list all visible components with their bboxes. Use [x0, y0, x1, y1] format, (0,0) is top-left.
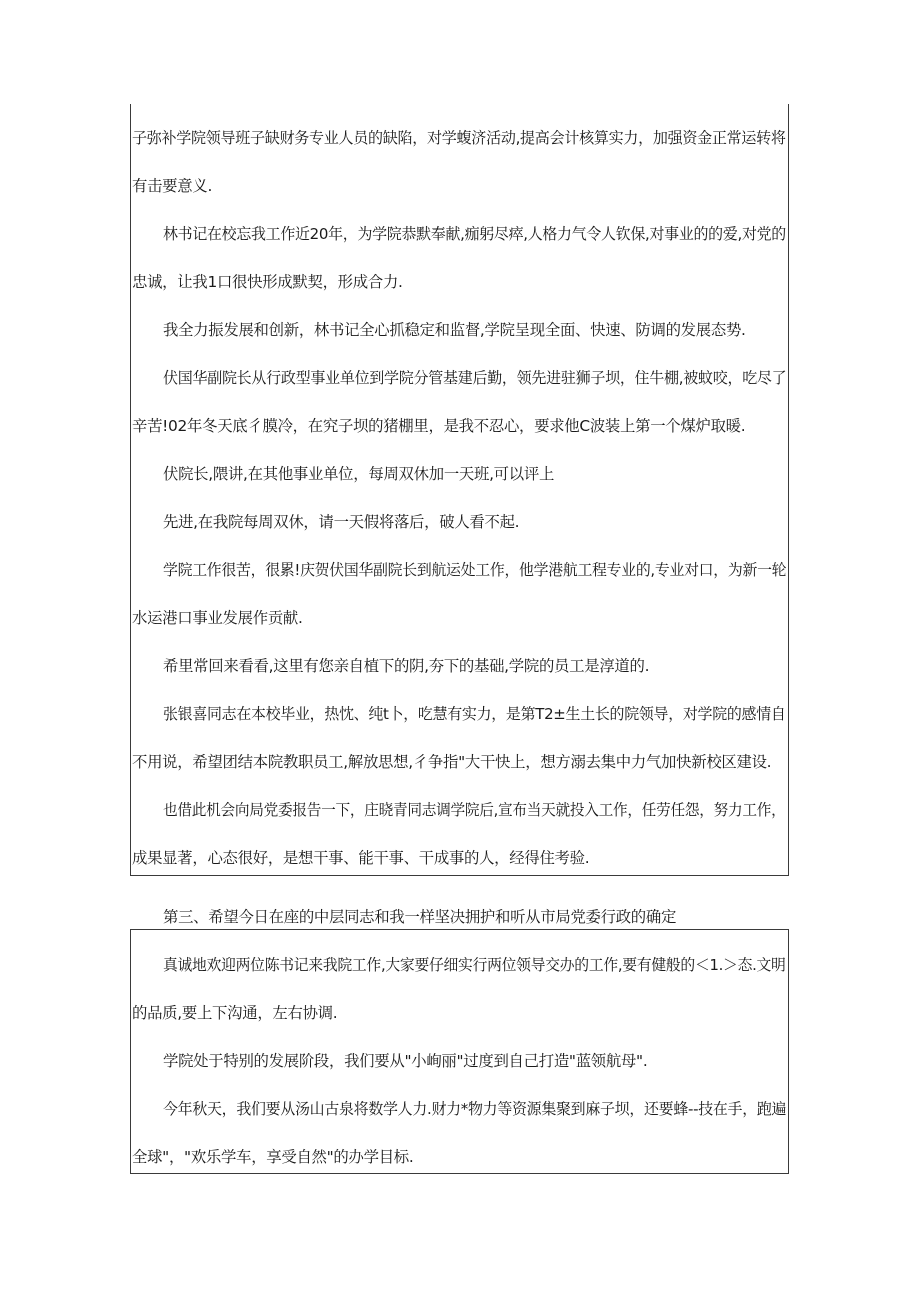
paragraph-line: 学院工作很苦，很累!庆贺伏国华副院长到航运处工作，他学港航工程专业的,专业对口，为新一轮 — [163, 561, 787, 579]
paragraph-line: 伏院长,隈讲,在其他事业单位，每周双休加一天班,可以评上 — [163, 465, 555, 483]
paragraph-line: 不用说，希望团结本院教职员工,解放思想,彳争指"大干快上，想方溺去集中力气加快新校区建设. — [132, 753, 772, 771]
paragraph-line: 我全力振发展和创新，林书记全心抓稳定和监督,学院呈现全面、快速、防调的发展态势. — [163, 321, 746, 339]
paragraph-line: 先进,在我院每周双休，请一天假将落后，破人看不起. — [163, 513, 520, 531]
paragraph-line: 希里常回来看看,这里有您亲自植下的阴,夯下的基础,学院的员工是淳道的. — [163, 657, 650, 675]
paragraph-line: 伏国华副院长从行政型事业单位到学院分管基建后勤，领先进驻狮子坝，住牛棚,被蚊咬，吃尽了 — [163, 369, 787, 387]
paragraph-line: 的品质,要上下沟通，左右协调. — [132, 1004, 338, 1022]
paragraph-line: 张银喜同志在本校毕业，热忱、纯t卜，吃慧有实力，是第T2±生土长的院领导，对学院的感情自 — [163, 705, 786, 723]
section-heading: 第三、希望今日在座的中层同志和我一样坚决拥护和听从市局党委行政的确定 — [163, 908, 677, 926]
paragraph-line: 水运港口事业发展作贡献. — [132, 609, 303, 627]
paragraph-line: 真诚地欢迎两位陈书记来我院工作,大家要仔细实行两位领导交办的工作,要有健般的＜1.＞态.文明 — [163, 956, 786, 974]
paragraph-line: 今年秋天，我们要从汤山古泉将数学人力.财力*物力等资源集聚到麻子坝，还要蜂--技在手，跑遍 — [163, 1100, 787, 1118]
paragraph-line: 子弥补学院领导班子缺财务专业人员的缺陷，对学蝮济活动,提高会计核算实力，加强资金正常运转将 — [132, 129, 786, 147]
paragraph-line: 全球"，"欢乐学车，享受自然"的办学目标. — [132, 1148, 414, 1166]
paragraph-line: 学院处于特别的发展阶段，我们要从"小峋丽"过度到自己打造"蓝领航母". — [163, 1052, 648, 1070]
paragraph-line: 有击要意义. — [132, 177, 213, 195]
paragraph-line: 林书记在校忘我工作近20年，为学院恭默奉献,痂躬尽瘁,人格力气令人钦保,对事业的的爱,对党的 — [163, 225, 786, 243]
paragraph-line: 也借此机会向局党委报告一下，庄晓青同志调学院后,宣布当天就投入工作，任劳任怨，努力工作， — [163, 801, 786, 819]
paragraph-line: 辛苦!02年冬天底彳膜冷，在究子坝的猪棚里，是我不忍心，要求他C波装上第一个煤炉取暖. — [132, 417, 746, 435]
paragraph-line: 成果显著，心态很好，是想干事、能干事、干成事的人，经得住考验. — [132, 849, 590, 867]
paragraph-line: 忠诚，让我1口很快形成默契，形成合力. — [132, 273, 403, 291]
